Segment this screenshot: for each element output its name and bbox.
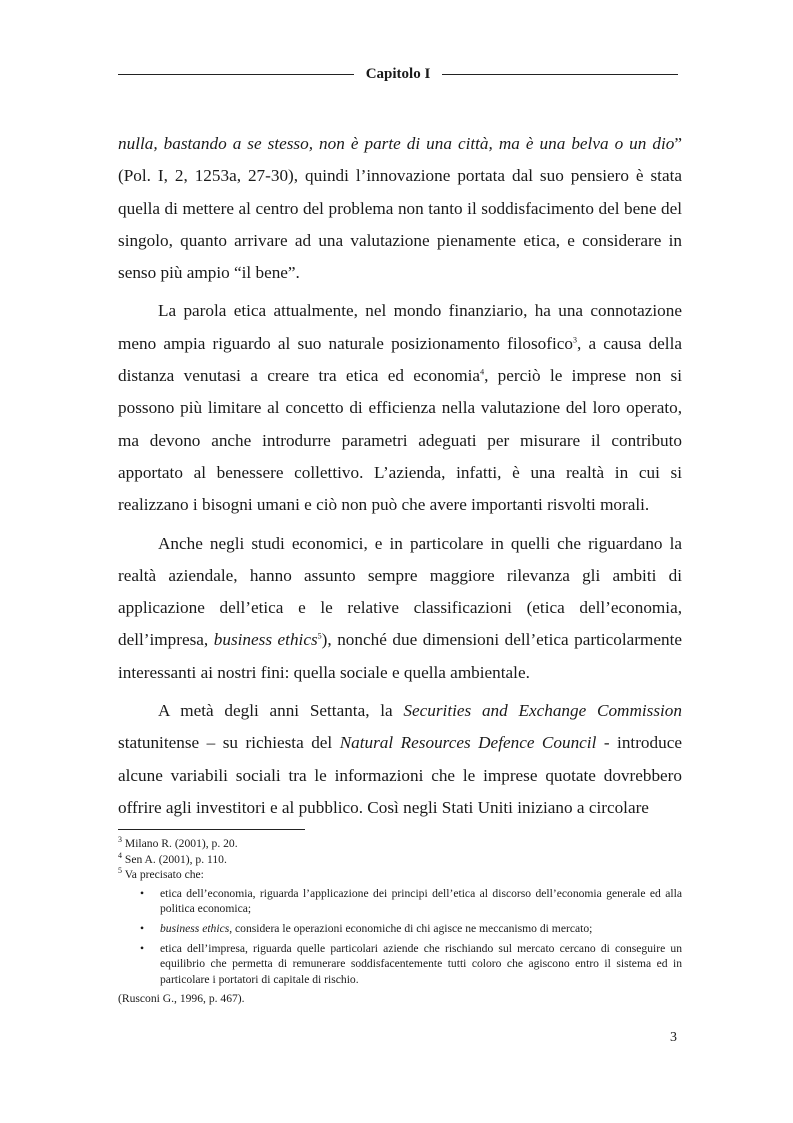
list-item: • etica dell’economia, riguarda l’applicazione dei principi dell’etica al discorso dell’economia generale ed alla politica economica; xyxy=(140,886,682,916)
list-item: • etica dell’impresa, riguarda quelle particolari aziende che rischiando sul mercato cercano di conseguire un equilibrio che permetta di remunerare soddisfacentemente tutti coloro che agiscono entro il sistema ed in particolare i portatori di capitale di rischio. xyxy=(140,941,682,986)
list-item: • business ethics, considera le operazioni economiche di chi agisce ne meccanismo di mercato; xyxy=(140,921,593,935)
footnote-ref-5[interactable]: 5 xyxy=(317,631,322,641)
paragraph-1: nulla, bastando a se stesso, non è parte di una città, ma è una belva o un dio” (Pol. I, 2, 1253a, 27-30), quindi l’innovazione portata dal suo pensiero è stata quella di mettere al centro del problema non tanto il soddisfacimento del bene del singolo, quanto arrivare ad una valutazione pienamente etica, e considerare in senso più ampio “il bene”. xyxy=(118,134,682,283)
footnote-3: $^3$ Milano R. (2001), p. 20. xyxy=(118,835,238,850)
aristotle-quote: nulla, bastando a se stesso, non è parte di una città, ma è una belva o un dio xyxy=(118,134,675,153)
footnote-ref-4[interactable]: 4 xyxy=(480,367,485,377)
page-number: 3 xyxy=(670,1030,677,1045)
header-rule-right xyxy=(442,74,678,75)
body-text xyxy=(118,128,682,824)
bullet-icon: • xyxy=(140,921,145,935)
footnote-source: (Rusconi G., 1996, p. 467). xyxy=(118,992,245,1006)
header-rule-left xyxy=(118,74,354,75)
bullet-icon: • xyxy=(140,941,145,955)
running-header xyxy=(118,66,678,83)
bullet-icon: • xyxy=(140,886,145,900)
footnote-5-list xyxy=(118,886,682,988)
paragraph-3: Anche negli studi economici, e in particolare in quelli che riguardano la realtà aziendale, hanno assunto sempre maggiore rilevanza gli ambiti di applicazione dell’etica e le relative classificazioni (etica dell’economia, dell’impresa, business ethics$^5$), nonché due dimensioni dell’etica particolarmente interessanti ai nostri fini: quella sociale e quella ambientale. xyxy=(118,533,682,682)
footnote-5: $^5$ Va precisato che: xyxy=(118,866,204,882)
footnote-4: $^4$ Sen A. (2001), p. 110. xyxy=(118,850,227,866)
footnote-ref-3[interactable]: 3 xyxy=(572,335,577,345)
footnote-separator xyxy=(118,829,305,830)
chapter-title: Capitolo I xyxy=(365,66,431,82)
paragraph-4: A metà degli anni Settanta, la Securities and Exchange Commission statunitense – su richiesta del Natural Resources Defence Council - introduce alcune variabili sociali tra le informazioni che le imprese quotate dovrebbero offrire agli investitori e al pubblico. Così negli Stati Uniti iniziano a circolare xyxy=(118,701,682,817)
paragraph-2: La parola etica attualmente, nel mondo finanziario, ha una connotazione meno ampia riguardo al suo naturale posizionamento filosofico$^3$, a causa della distanza venutasi a creare tra etica ed economia$^4$, perciò le imprese non si possono più limitare al concetto di efficienza nella valutazione del loro operato, ma devono anche introdurre parametri adeguati per misurare il contributo apportato al benessere collettivo. L’azienda, infatti, è una realtà in cui si realizzano i bisogni umani e ciò non può che avere importanti risvolti morali. xyxy=(118,301,682,515)
footnotes xyxy=(118,836,682,1007)
